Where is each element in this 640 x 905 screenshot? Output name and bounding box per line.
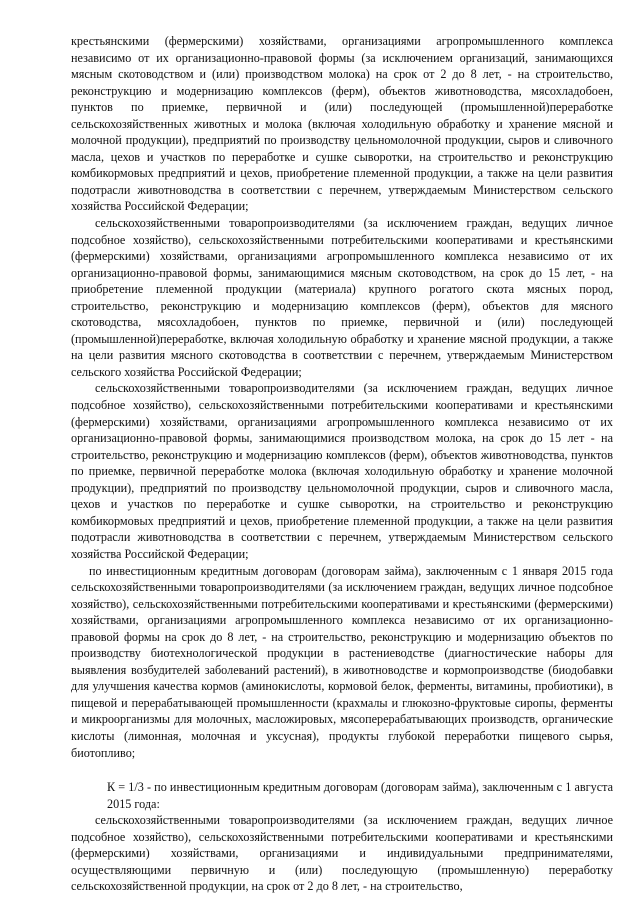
paragraph-livestock-complexes: крестьянскими (фермерскими) хозяйствами, организациями агропромышленного комплекса независимо от их организационно-правовой формы (за исключением организаций, занимающихся мясным скотоводством и (или) производством молока) на срок от 2 до 8 лет, - на строительство, реконструкцию и модернизацию комплексов (ферм), объектов животноводства, мясохладобоен, пунктов по приемке, первичной и (или) последующей (промышленной)переработке сельскохозяйственных животных и молока (включая холодильную обработку и хранение мясной и молочной продукции), предприятий по производству цельномолочной продукции, сыров и сливочного масла, цехов и участков по переработке и сушке сыворотки, на строительство и реконструкцию комбикормовых предприятий и цехов, приобретение племенной продукции, а также на цели развития подотрасли животноводства в соответствии с перечнем, утверждаемым Министерством сельского хозяйства Российской Федерации;	[71, 34, 613, 214]
paragraph-processing: сельскохозяйственными товаропроизводителями (за исключением граждан, ведущих личное подсобное хозяйство), сельскохозяйственными потребительскими кооперативами и крестьянскими (фермерскими) хозяйствами, организациями и индивидуальными предпринимателями, осуществляющими первичную и (или) последующую (промышленную) переработку сельскохозяйственной продукции, на срок от 2 до 8 лет, - на строительство,	[71, 813, 613, 894]
paragraph-biotech: по инвестиционным кредитным договорам (договорам займа), заключенным с 1 января 2015 года сельскохозяйственными товаропроизводителями (за исключением граждан, ведущих личное подсобное хозяйство), сельскохозяйственными потребительскими кооперативами и крестьянскими (фермерскими) хозяйствами, организациями агропромышленного комплекса независимо от их организационно-правовой формы на срок до 8 лет, - на строительство, реконструкцию и модернизацию объектов по производству биотехнологической продукции в растениеводстве (диагностические наборы для выявления возбудителей заболеваний растений), в животноводстве и кормопроизводстве (биодобавки для улучшения качества кормов (аминокислоты, кормовой белок, ферменты, витамины, пробиотики), в пищевой и перерабатывающей промышленности (крахмалы и глюкозно-фруктовые сиропы, ферменты и микроорганизмы для молочных, масложировых, мясоперерабатывающих производств, органические кислоты (лимонная, молочная и уксусная), продукты глубокой переработки пищевого сырья, биотопливо;	[71, 563, 613, 760]
paragraph-dairy: сельскохозяйственными товаропроизводителями (за исключением граждан, ведущих личное подсобное хозяйство), сельскохозяйственными потребительскими кооперативами и крестьянскими (фермерскими) хозяйствами, организациями агропромышленного комплекса независимо от их организационно-правовой формы, занимающимися производством молока, на срок до 15 лет - на строительство, реконструкцию и модернизацию комплексов (ферм), объектов животноводства, пунктов по приемке, первичной переработке молока (включая холодильную обработку и хранение молочной продукции), предприятий по производству цельномолочной продукции, сыров и сливочного масла, цехов и участков по переработке и сушке сыворотки, на строительство и реконструкцию комбикормовых предприятий и цехов, приобретение племенной продукции, а также на цели развития подотрасли животноводства в соответствии с перечнем, утверждаемым Министерством сельского хозяйства Российской Федерации;	[71, 381, 613, 561]
paragraph-coefficient: К = 1/3 - по инвестиционным кредитным договорам (договорам займа), заключенным с 1 августа 2015 года:	[107, 780, 613, 811]
paragraph-beef-cattle: сельскохозяйственными товаропроизводителями (за исключением граждан, ведущих личное подсобное хозяйство), сельскохозяйственными потребительскими кооперативами и крестьянскими (фермерскими) хозяйствами, организациями агропромышленного комплекса независимо от их организационно-правовой формы, занимающимися мясным скотоводством, на срок до 15 лет, - на приобретение племенной продукции (материала) крупного рогатого скота мясных пород, строительство, реконструкцию и модернизацию комплексов (ферм), объектов для мясного скотоводства, мясохладобоен, пунктов по приемке, первичной и (или) последующей (промышленной)переработке, включая холодильную обработку и хранение мясной продукции, а также на цели развития мясного скотоводства в соответствии с перечнем, утверждаемым Министерством сельского хозяйства Российской Федерации;	[71, 216, 613, 379]
document-page	[71, 33, 613, 895]
